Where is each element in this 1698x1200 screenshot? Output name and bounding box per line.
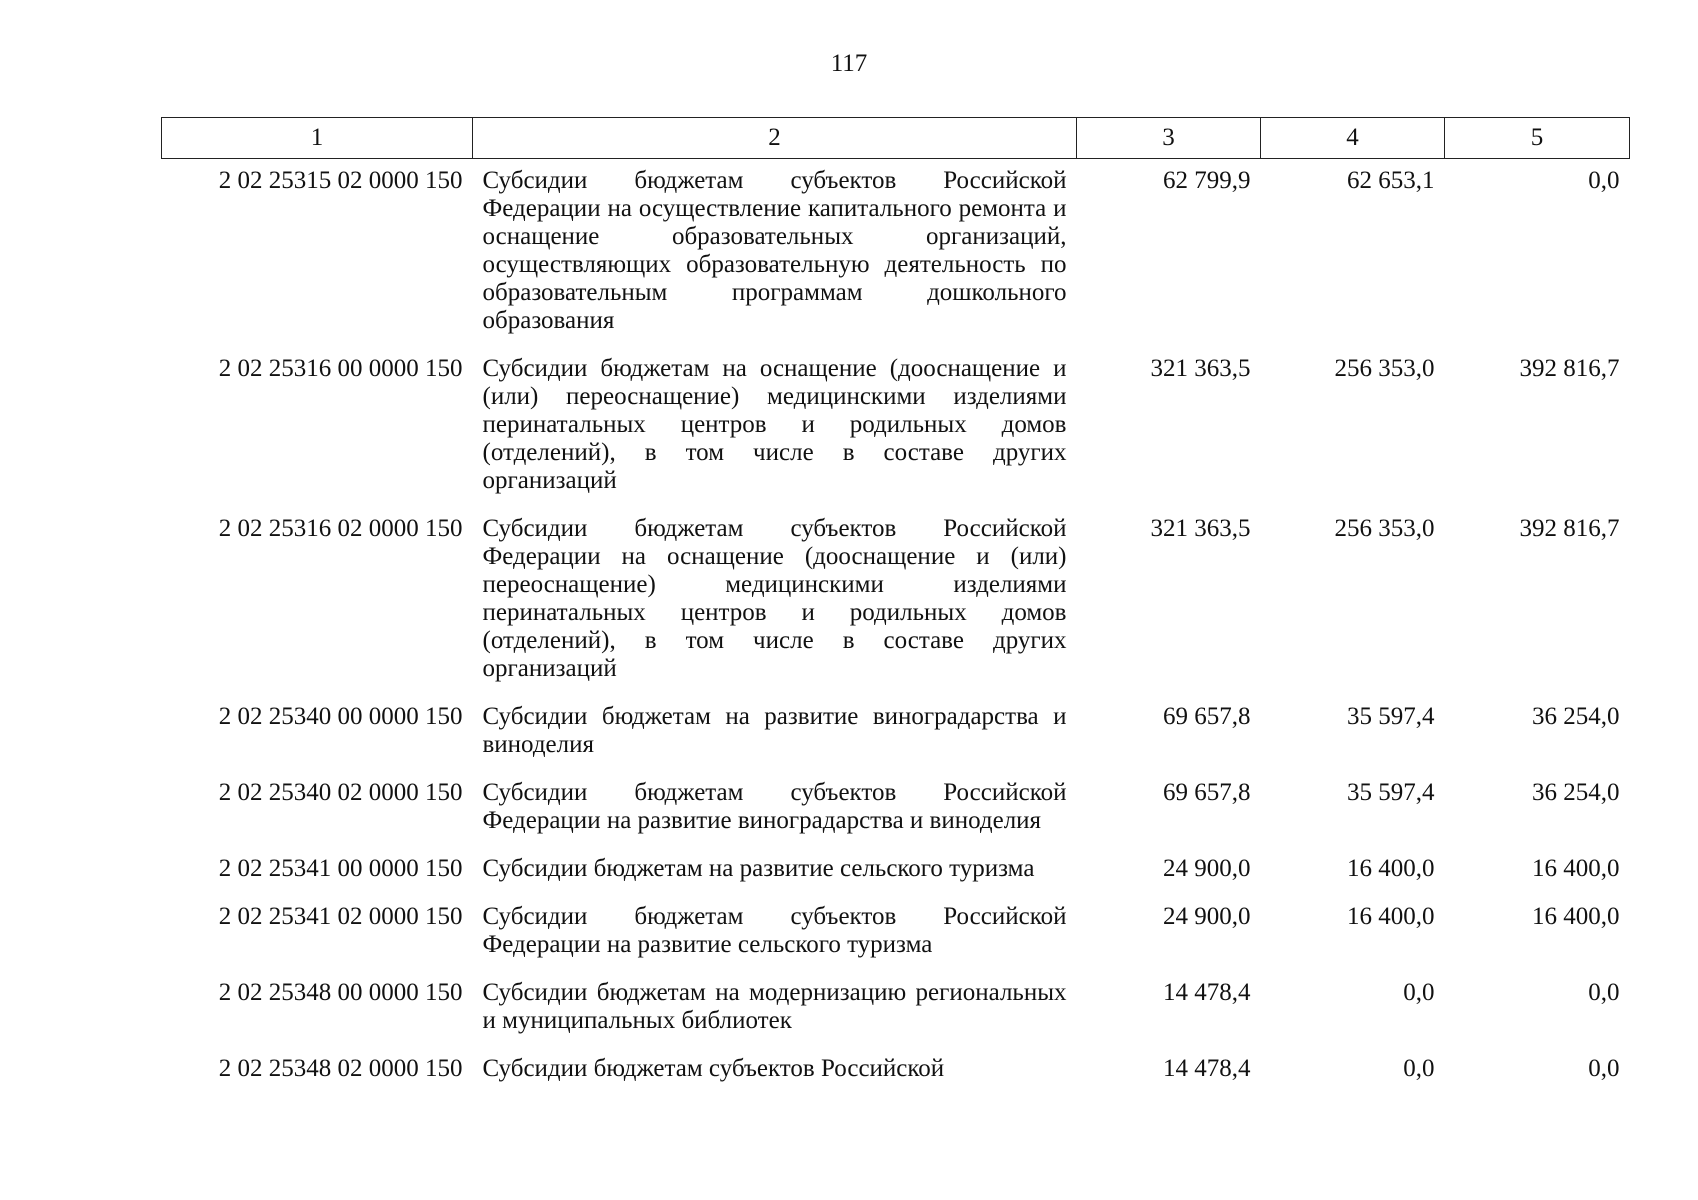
budget-code-cell: 2 02 25340 00 0000 150 — [218, 703, 463, 730]
amount-col5-cell: 36 254,0 — [1532, 779, 1620, 806]
table-row — [162, 847, 1630, 895]
description-cell: Субсидии бюджетам субъектов Российской Федерации на развитие виноградарства и виноделия — [482, 779, 1067, 834]
amount-col5-cell: 392 816,7 — [1519, 355, 1620, 382]
budget-table — [161, 117, 1630, 1083]
amount-col4-cell: 35 597,4 — [1347, 703, 1435, 730]
description-cell: Субсидии бюджетам субъектов Российской Федерации на развитие сельского туризма — [482, 903, 1067, 958]
column-header-1: 1 — [162, 118, 473, 159]
amount-col5-cell: 0,0 — [1588, 167, 1620, 194]
budget-code-cell: 2 02 25315 02 0000 150 — [218, 167, 463, 194]
table-row — [162, 347, 1630, 507]
amount-col3-cell: 62 799,9 — [1163, 167, 1251, 194]
amount-col3-cell: 14 478,4 — [1163, 979, 1251, 1006]
amount-col4-cell: 0,0 — [1403, 1055, 1435, 1082]
amount-col4-cell: 35 597,4 — [1347, 779, 1435, 806]
table-row — [162, 1047, 1630, 1083]
column-header-5: 5 — [1445, 118, 1630, 159]
page-number: 117 — [830, 50, 868, 77]
amount-col4-cell: 62 653,1 — [1347, 167, 1435, 194]
amount-col4-cell: 256 353,0 — [1334, 355, 1435, 382]
amount-col3-cell: 14 478,4 — [1163, 1055, 1251, 1082]
table-row — [162, 771, 1630, 847]
description-cell: Субсидии бюджетам на развитие виноградарства и виноделия — [482, 703, 1067, 758]
budget-code-cell: 2 02 25341 00 0000 150 — [218, 855, 463, 882]
amount-col4-cell: 16 400,0 — [1347, 903, 1435, 930]
budget-code-cell: 2 02 25341 02 0000 150 — [218, 903, 463, 930]
table-row — [162, 895, 1630, 971]
amount-col3-cell: 24 900,0 — [1163, 855, 1251, 882]
amount-col5-cell: 392 816,7 — [1519, 515, 1620, 542]
amount-col4-cell: 0,0 — [1403, 979, 1435, 1006]
description-cell: Субсидии бюджетам на развитие сельского туризма — [482, 855, 1035, 882]
amount-col4-cell: 16 400,0 — [1347, 855, 1435, 882]
description-cell: Субсидии бюджетам на модернизацию региональных и муниципальных библиотек — [482, 979, 1067, 1034]
description-cell: Субсидии бюджетам на оснащение (дооснащение и (или) переоснащение) медицинскими изделиями перинатальных центров и родильных домов (отделений), в том числе в составе других организаций — [482, 355, 1067, 494]
table-row — [162, 507, 1630, 695]
amount-col5-cell: 0,0 — [1588, 979, 1620, 1006]
amount-col3-cell: 321 363,5 — [1150, 355, 1251, 382]
table-body — [162, 159, 1630, 1084]
budget-code-cell: 2 02 25340 02 0000 150 — [218, 779, 463, 806]
description-cell: Субсидии бюджетам субъектов Российской Федерации на осуществление капитального ремонта и оснащение образовательных организаций, осуществляющих образовательную деятельность по образовательным программам дошкольного образования — [482, 167, 1067, 334]
table-header — [162, 118, 1630, 159]
amount-col3-cell: 69 657,8 — [1163, 703, 1251, 730]
column-header-4: 4 — [1261, 118, 1445, 159]
budget-code-cell: 2 02 25316 00 0000 150 — [218, 355, 463, 382]
column-header-3: 3 — [1077, 118, 1261, 159]
table-row — [162, 971, 1630, 1047]
table-row — [162, 695, 1630, 771]
amount-col5-cell: 0,0 — [1588, 1055, 1620, 1082]
amount-col5-cell: 16 400,0 — [1532, 903, 1620, 930]
header-row — [162, 118, 1630, 159]
amount-col3-cell: 24 900,0 — [1163, 903, 1251, 930]
description-cell: Субсидии бюджетам субъектов Российской Федерации на оснащение (дооснащение и (или) переоснащение) медицинскими изделиями перинатальных центров и родильных домов (отделений), в том числе в составе других организаций — [482, 515, 1067, 682]
amount-col3-cell: 69 657,8 — [1163, 779, 1251, 806]
budget-code-cell: 2 02 25348 02 0000 150 — [218, 1055, 463, 1082]
budget-code-cell: 2 02 25348 00 0000 150 — [218, 979, 463, 1006]
amount-col3-cell: 321 363,5 — [1150, 515, 1251, 542]
amount-col5-cell: 36 254,0 — [1532, 703, 1620, 730]
amount-col4-cell: 256 353,0 — [1334, 515, 1435, 542]
description-cell: Субсидии бюджетам субъектов Российской — [482, 1055, 945, 1082]
budget-code-cell: 2 02 25316 02 0000 150 — [218, 515, 463, 542]
column-header-2: 2 — [473, 118, 1077, 159]
table-row — [162, 159, 1630, 348]
amount-col5-cell: 16 400,0 — [1532, 855, 1620, 882]
